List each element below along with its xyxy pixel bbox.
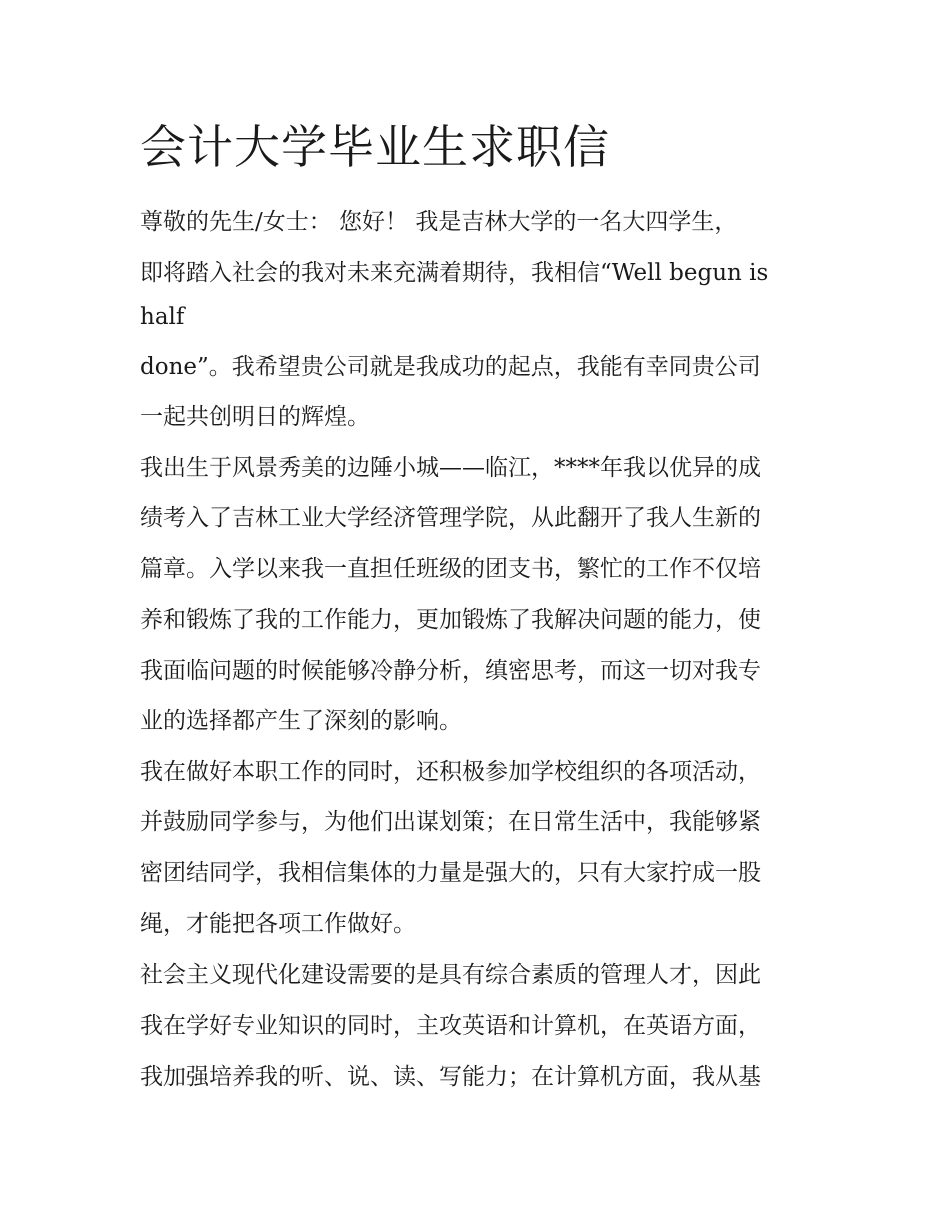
body-line: 我出生于风景秀美的边陲小城——临江，****年我以优异的成 xyxy=(140,455,761,481)
body-line: 养和锻炼了我的工作能力，更加锻炼了我解决问题的能力，使 xyxy=(140,607,761,633)
body-line: done”。我希望贵公司就是我成功的起点，我能有幸同贵公司 xyxy=(140,354,761,380)
body-line: 业的选择都产生了深刻的影响。 xyxy=(140,708,462,734)
body-line: 密团结同学，我相信集体的力量是强大的，只有大家拧成一股 xyxy=(140,860,761,886)
body-line: 即将踏入社会的我对未来充满着期待，我相信“Well begun is xyxy=(140,260,769,286)
body-line: 绳，才能把各项工作做好。 xyxy=(140,911,416,937)
body-line: 我加强培养我的听、说、读、写能力；在计算机方面，我从基 xyxy=(140,1064,761,1090)
body-line: 一起共创明日的辉煌。 xyxy=(140,404,370,430)
body-line: 我在做好本职工作的同时，还积极参加学校组织的各项活动， xyxy=(140,759,761,785)
document-title: 会计大学毕业生求职信 xyxy=(140,120,610,174)
body-line: 我在学好专业知识的同时，主攻英语和计算机，在英语方面， xyxy=(140,1013,761,1039)
body-line: 篇章。入学以来我一直担任班级的团支书，繁忙的工作不仅培 xyxy=(140,556,761,582)
body-line: 绩考入了吉林工业大学经济管理学院，从此翻开了我人生新的 xyxy=(140,505,761,531)
body-line: 我面临问题的时候能够冷静分析，缜密思考，而这一切对我专 xyxy=(140,658,761,684)
body-line: 并鼓励同学参与，为他们出谋划策；在日常生活中，我能够紧 xyxy=(140,809,761,835)
body-line: half xyxy=(140,304,185,330)
body-line: 社会主义现代化建设需要的是具有综合素质的管理人才，因此 xyxy=(140,962,761,988)
body-line: 尊敬的先生/女士： 您好！ 我是吉林大学的一名大四学生， xyxy=(140,209,738,235)
